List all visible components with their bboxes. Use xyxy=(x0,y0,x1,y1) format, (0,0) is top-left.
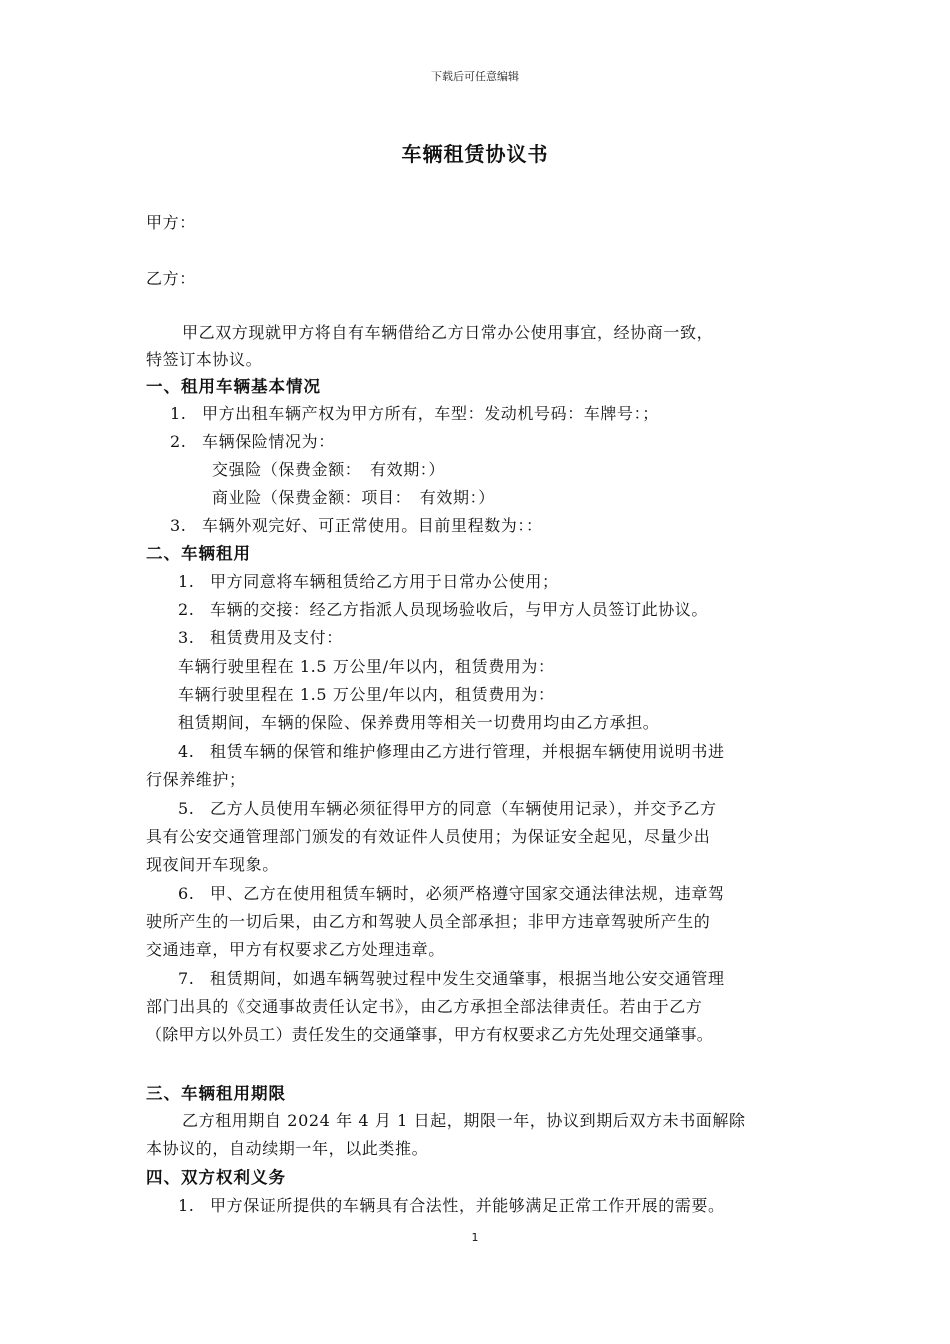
s2-item-6-num: 6. xyxy=(178,884,195,903)
insurance-commercial: 商业险（保费金额：项目： 有效期：） xyxy=(212,488,495,507)
s2-item-3 xyxy=(178,625,343,648)
s2-item-5-line-1 xyxy=(178,796,717,819)
s4-item-1-text: 甲方保证所提供的车辆具有合法性，并能够满足正常工作开展的需要。 xyxy=(210,1196,725,1215)
s2-item-5-line-2: 具有公安交通管理部门颁发的有效证件人员使用；为保证安全起见，尽量少出 xyxy=(146,827,711,846)
party-a-label: 甲方： xyxy=(146,213,196,232)
s2-item-4-line-2: 行保养维护； xyxy=(146,770,246,789)
s4-item-1 xyxy=(178,1193,725,1216)
s2-item-3-text: 租赁费用及支付： xyxy=(210,628,343,647)
s2-item-7-line-2: 部门出具的《交通事故责任认定书》，由乙方承担全部法律责任。若由于乙方 xyxy=(146,997,703,1016)
page-number: 1 xyxy=(471,1231,479,1244)
s2-item-7-text: 租赁期间，如遇车辆驾驶过程中发生交通肇事，根据当地公安交通管理 xyxy=(210,969,725,988)
s2-item-4-line-1 xyxy=(178,739,725,762)
s2-item-2 xyxy=(178,597,708,620)
fee-line-1: 车辆行驶里程在 1.5 万公里/年以内，租赁费用为： xyxy=(178,657,555,676)
section-4-heading: 四、双方权利义务 xyxy=(146,1168,286,1187)
s1-item-3 xyxy=(170,513,543,536)
s2-item-6-line-2: 驶所产生的一切后果，由乙方和驾驶人员全部承担；非甲方违章驾驶所产生的 xyxy=(146,912,711,931)
s1-item-3-text: 车辆外观完好、可正常使用。目前里程数为：： xyxy=(202,516,543,535)
s2-item-7-line-1 xyxy=(178,966,725,989)
s2-item-5-text: 乙方人员使用车辆必须征得甲方的同意（车辆使用记录），并交予乙方 xyxy=(210,799,717,818)
s1-item-1 xyxy=(170,401,659,424)
s3-line-1: 乙方租用期自 2024 年 4 月 1 日起，期限一年，协议到期后双方未书面解除 xyxy=(182,1111,746,1130)
s2-item-7-num: 7. xyxy=(178,969,195,988)
s2-item-6-text: 甲、乙方在使用租赁车辆时，必须严格遵守国家交通法律法规，违章驾 xyxy=(210,884,725,903)
party-b-label: 乙方： xyxy=(146,269,196,288)
s1-item-3-num: 3. xyxy=(170,516,187,535)
s3-line-2: 本协议的，自动续期一年，以此类推。 xyxy=(146,1139,429,1158)
fee-line-3: 租赁期间，车辆的保险、保养费用等相关一切费用均由乙方承担。 xyxy=(178,713,660,732)
s1-item-2-text: 车辆保险情况为： xyxy=(202,432,335,451)
s2-item-1-num: 1. xyxy=(178,572,195,591)
intro-line-2: 特签订本协议。 xyxy=(146,350,263,369)
s1-item-1-num: 1. xyxy=(170,404,187,423)
s2-item-3-num: 3. xyxy=(178,628,195,647)
s1-item-1-text: 甲方出租车辆产权为甲方所有，车型：发动机号码：车牌号：； xyxy=(202,404,659,423)
s2-item-5-line-3: 现夜间开车现象。 xyxy=(146,855,279,874)
s2-item-6-line-1 xyxy=(178,881,725,904)
insurance-compulsory: 交强险（保费金额： 有效期：） xyxy=(212,460,446,479)
section-1-heading: 一、租用车辆基本情况 xyxy=(146,377,321,396)
s2-item-2-text: 车辆的交接：经乙方指派人员现场验收后，与甲方人员签订此协议。 xyxy=(210,600,709,619)
page-header: 下载后可任意编辑 xyxy=(431,70,519,83)
section-2-heading: 二、车辆租用 xyxy=(146,544,251,563)
s2-item-2-num: 2. xyxy=(178,600,195,619)
s2-item-4-num: 4. xyxy=(178,742,195,761)
s2-item-5-num: 5. xyxy=(178,799,195,818)
s2-item-1 xyxy=(178,569,559,592)
intro-line-1: 甲乙双方现就甲方将自有车辆借给乙方日常办公使用事宜，经协商一致， xyxy=(182,323,714,342)
fee-line-2: 车辆行驶里程在 1.5 万公里/年以内，租赁费用为： xyxy=(178,685,555,704)
s2-item-6-line-3: 交通违章，甲方有权要求乙方处理违章。 xyxy=(146,940,445,959)
section-3-heading: 三、车辆租用期限 xyxy=(146,1084,286,1103)
s4-item-1-num: 1. xyxy=(178,1196,195,1215)
document-title: 车辆租赁协议书 xyxy=(401,142,549,166)
s2-item-4-text: 租赁车辆的保管和维护修理由乙方进行管理，并根据车辆使用说明书进 xyxy=(210,742,725,761)
s2-item-1-text: 甲方同意将车辆租赁给乙方用于日常办公使用； xyxy=(210,572,559,591)
s1-item-2-num: 2. xyxy=(170,432,187,451)
s2-item-7-line-3: （除甲方以外员工）责任发生的交通肇事，甲方有权要求乙方先处理交通肇事。 xyxy=(146,1025,714,1044)
s1-item-2 xyxy=(170,429,335,452)
